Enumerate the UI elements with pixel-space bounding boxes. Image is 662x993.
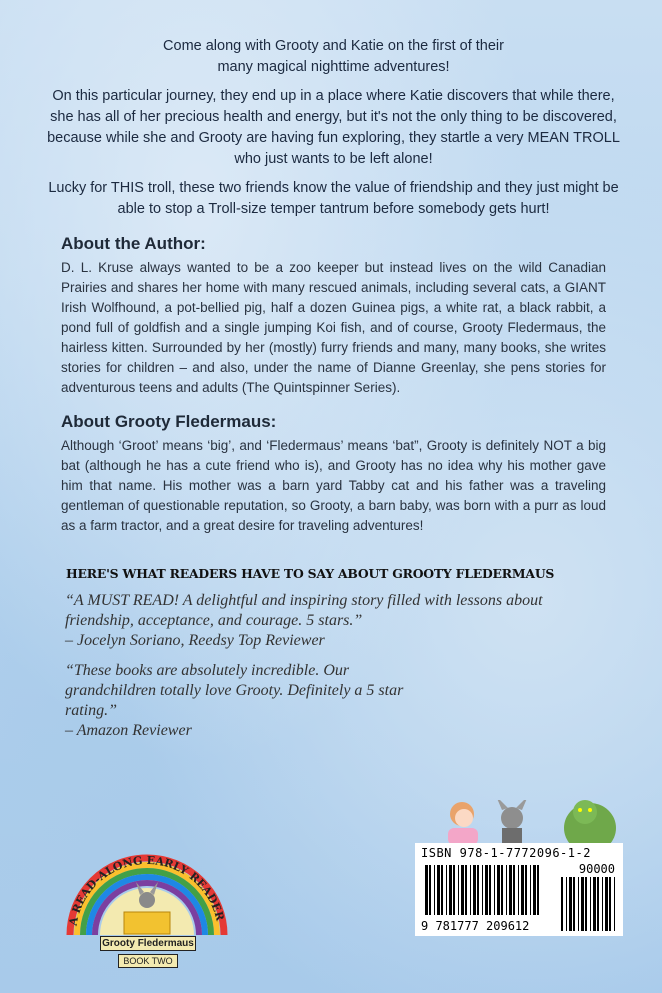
content-column	[47, 36, 620, 741]
ean-number: 9 781777 209612	[421, 919, 530, 933]
blurb-p3: Lucky for THIS troll, these two friends know the value of friendship and they just might be able to stop a Troll-size temper tantrum before somebody gets hurt!	[48, 180, 619, 217]
characters-illustration	[440, 800, 625, 845]
blurb	[40, 36, 627, 220]
badge-book-number: BOOK TWO	[118, 954, 178, 968]
review-text: “These books are absolutely incredible. Our grandchildren totally love Grooty. Definitely a 5 star rating.”	[65, 662, 404, 719]
price-code: 90000	[578, 862, 615, 876]
about-grooty-heading: About Grooty Fledermaus:	[61, 412, 277, 431]
readers-heading: HERE'S WHAT READERS HAVE TO SAY ABOUT GROOTY FLEDERMAUS	[66, 566, 555, 581]
price-barcode-bars	[561, 877, 616, 931]
review-author: – Jocelyn Soriano, Reedsy Top Reviewer	[65, 632, 325, 649]
blurb-p2: On this particular journey, they end up in a place where Katie discovers that while there, she has all of her precious health and energy, but it's not the only thing to be discovered, because while she and Grooty are having fun exploring, they startle a very MEAN TROLL who just wants to be left alone!	[47, 88, 620, 167]
isbn-number: ISBN 978-1-7772096-1-2	[421, 846, 591, 860]
isbn-barcode	[415, 843, 623, 936]
review-author: – Amazon Reviewer	[65, 722, 192, 739]
svg-text:A READ-ALONG EARLY READER: A READ-ALONG EARLY READER	[66, 853, 227, 927]
about-author-heading: About the Author:	[61, 234, 206, 253]
blurb-p1: Come along with Grooty and Katie on the first of their many magical nighttime adventures!	[163, 38, 504, 75]
review-text: “A MUST READ! A delightful and inspiring story filled with lessons about friendship, acceptance, and courage. 5 stars.”	[65, 592, 543, 629]
barcode-bars	[425, 865, 541, 915]
rainbow-icon	[62, 840, 232, 935]
about-author-text: D. L. Kruse always wanted to be a zoo keeper but instead lives on the wild Canadian Prairies and shares her home with many rescued animals, including several cats, a GIANT Irish Wolfhound, a pot-bellied pig, half a dozen Guinea pigs, a white rat, a black rabbit, a pond full of goldfish and a single jumping Koi fish, and of course, Grooty Fledermaus, the hairless kitten. Surrounded by her (mostly) furry friends and many, many books, she writes stories for children – and also, under the name of Dianne Greenlay, she pens stories for adventurous teens and adults (The Quintspinner Series).	[61, 260, 606, 395]
about-grooty-text: Although ‘Groot’ means ‘big’, and ‘Fledermaus’ means ‘bat”, Grooty is definitely NOT a big bat (although he has a cute friend who is), and Grooty has no idea why his mother gave him that name. His mother was a barn yard Tabby cat and his father was a traveling gentleman of questionable reputation, so Grooty, a barn baby, was born with a purr as loud as a farm tractor, and a great desire for traveling adventures!	[61, 438, 606, 533]
review-quote-1	[65, 591, 585, 651]
badge-title: Grooty Fledermaus	[100, 936, 196, 951]
read-along-badge-logo	[62, 840, 232, 970]
review-quote-2	[65, 661, 425, 741]
